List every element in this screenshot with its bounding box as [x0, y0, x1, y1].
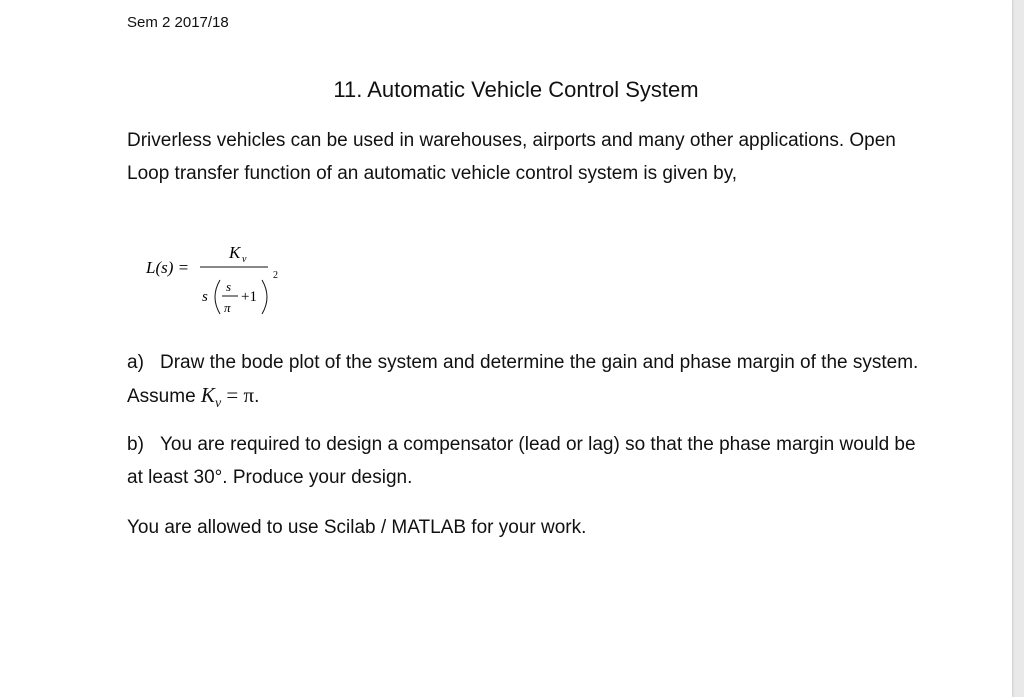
question-b-label: b)	[127, 434, 144, 455]
equation-graphic	[140, 238, 300, 328]
equation-denominator-s: s	[202, 289, 208, 305]
intro-paragraph: Driverless vehicles can be used in warehouses, airports and many other applications. Open Loop transfer function of an automatic vehicle control system is given by,	[127, 130, 896, 184]
equation-lhs: L(s) =	[146, 258, 190, 277]
equation-exponent: 2	[273, 270, 278, 281]
question-a-math-sub: v	[214, 395, 222, 411]
tools-note: You are allowed to use Scilab / MATLAB for your work.	[127, 517, 587, 538]
section-title: 11. Automatic Vehicle Control System	[333, 77, 699, 102]
question-a-math-rest: = π	[221, 383, 255, 407]
question-b	[127, 428, 927, 494]
semester-header: Sem 2 2017/18	[127, 14, 229, 31]
question-a-end: .	[254, 386, 260, 407]
question-a-math-var: K	[200, 383, 215, 407]
equation-numerator: K	[229, 243, 241, 262]
question-a-label: a)	[127, 352, 144, 373]
equation-numerator-subscript: v	[242, 254, 247, 265]
left-paren	[215, 280, 220, 314]
question-a	[127, 346, 927, 420]
question-b-text: You are required to design a compensator (lead or lag) so that the phase margin would be at least 30°. Produce your design.	[127, 434, 916, 488]
right-paren	[262, 280, 267, 314]
inner-numerator: s	[226, 279, 232, 294]
transfer-function-equation	[140, 238, 300, 328]
inner-denominator: π	[224, 300, 231, 315]
inner-plus-one: +1	[241, 289, 257, 305]
question-a-text: Draw the bode plot of the system and determine the gain and phase margin of the system. Assume	[127, 352, 919, 407]
